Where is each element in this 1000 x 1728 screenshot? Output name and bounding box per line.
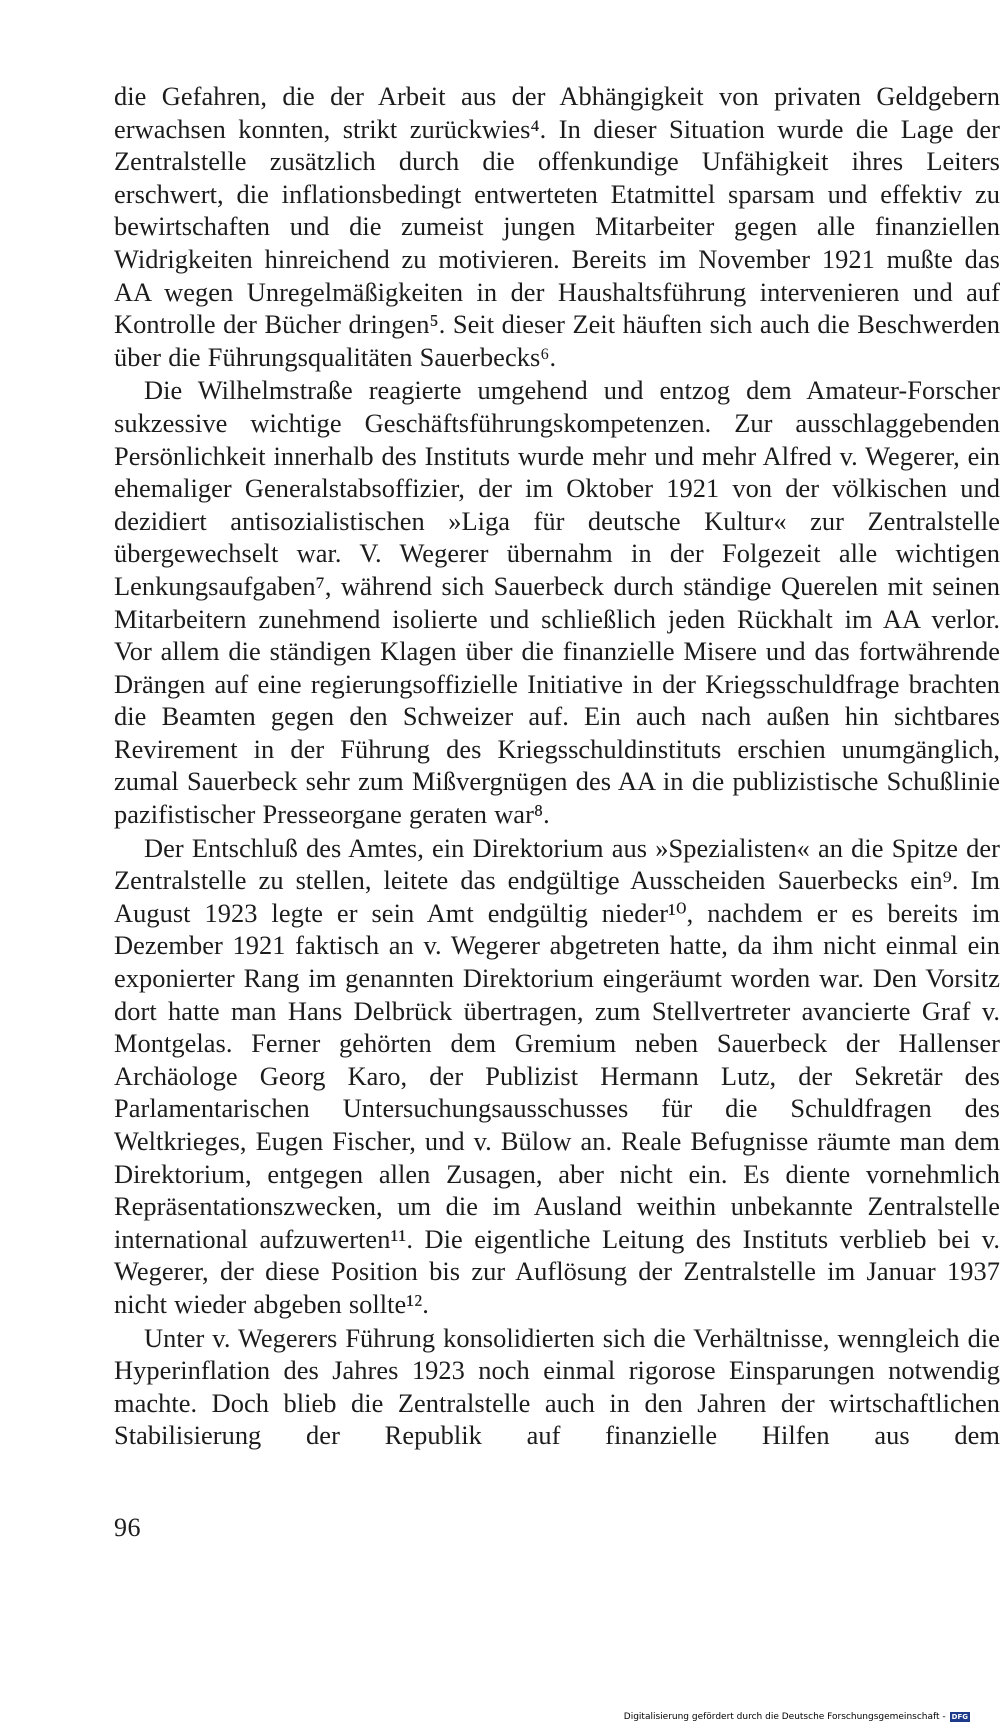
paragraph: Die Wilhelmstraße reagierte umgehend und entzog dem Amateur-Forscher sukzessive wichtige Geschäftsführungskompetenzen. Zur ausschlaggebenden Persönlichkeit innerhalb des Instituts wurde mehr und mehr Alfred v. Wegerer, ein ehemaliger Generalstabsoffizier, der im Oktober 1921 von der völkischen und dezidiert antisozialistischen »Liga für deutsche Kultur« zur Zentralstelle übergewechselt war. V. Wegerer übernahm in der Folgezeit alle wichtigen Lenkungsaufgaben⁷, während sich Sauerbeck durch ständige Querelen mit seinen Mitarbeitern zunehmend isolierte und schließlich jeden Rückhalt im AA verlor. Vor allem die ständigen Klagen über die finanzielle Misere und das fortwährende Drängen auf eine regierungsoffizielle Initiative in der Kriegsschuldfrage brachten die Beamten gegen den Schweizer auf. Ein auch nach außen hin sichtbares Revirement in der Führung des Kriegsschuldinstituts erschien unumgänglich, zumal Sauerbeck sehr zum Mißvergnügen des AA in die publizistische Schußlinie pazifistischer Presseorgane geraten war⁸. (114, 375, 1000, 830)
paragraph: die Gefahren, die der Arbeit aus der Abhängigkeit von privaten Geldgebern erwachsen konnten, strikt zurückwies⁴. In dieser Situation wurde die Lage der Zentralstelle zusätzlich durch die offenkundige Unfähigkeit ihres Leiters erschwert, die inflationsbedingt entwerteten Etatmittel sparsam und effektiv zu bewirtschaften und die zumeist jungen Mitarbeiter gegen alle finanziellen Widrigkeiten hinreichend zu motivieren. Bereits im November 1921 mußte das AA wegen Unregelmäßigkeiten in der Haushaltsführung intervenieren und auf Kontrolle der Bücher dringen⁵. Seit dieser Zeit häuften sich auch die Beschwerden über die Führungsqualitäten Sauerbecks⁶. (114, 81, 1000, 372)
footer-text: Digitalisierung gefördert durch die Deutsche Forschungsgemeinschaft - (623, 1712, 946, 1722)
page-number: 96 (114, 1513, 141, 1542)
paragraph: Unter v. Wegerers Führung konsolidierten sich die Verhältnisse, wenngleich die Hyperinflation des Jahres 1923 noch einmal rigorose Einsparungen notwendig machte. Doch blieb die Zentralstelle auch in den Jahren der wirtschaftlichen Stabilisierung der Republik auf finanzielle Hilfen aus dem (114, 1322, 1000, 1451)
dfg-logo: DFG (951, 1713, 968, 1721)
paragraph: Der Entschluß des Amtes, ein Direktorium aus »Spezialisten« an die Spitze der Zentralstelle zu stellen, leitete das endgültige Ausscheiden Sauerbecks ein⁹. Im August 1923 legte er sein Amt endgültig nieder¹⁰, nachdem er es bereits im Dezember 1921 faktisch an v. Wegerer abgetreten hatte, da ihm nicht einmal ein exponierter Rang im genannten Direktorium eingeräumt worden war. Den Vorsitz dort hatte man Hans Delbrück übertragen, zum Stellvertreter avancierte Graf v. Montgelas. Ferner gehörten dem Gremium neben Sauerbeck der Hallenser Archäologe Georg Karo, der Publizist Hermann Lutz, der Sekretär des Parlamentarischen Untersuchungsausschusses für die Schuldfragen des Weltkrieges, Eugen Fischer, und v. Bülow an. Reale Befugnisse räumte man dem Direktorium, entgegen allen Zusagen, aber nicht ein. Es diente vornehmlich Repräsentationszwecken, um die im Ausland weithin unbekannte Zentralstelle international aufzuwerten¹¹. Die eigentliche Leitung des Instituts verblieb bei v. Wegerer, der diese Position bis zur Auflösung der Zentralstelle im Januar 1937 nicht wieder abgeben sollte¹². (114, 832, 1000, 1319)
digitization-footer (624, 1712, 970, 1722)
page-body (114, 80, 1000, 1452)
